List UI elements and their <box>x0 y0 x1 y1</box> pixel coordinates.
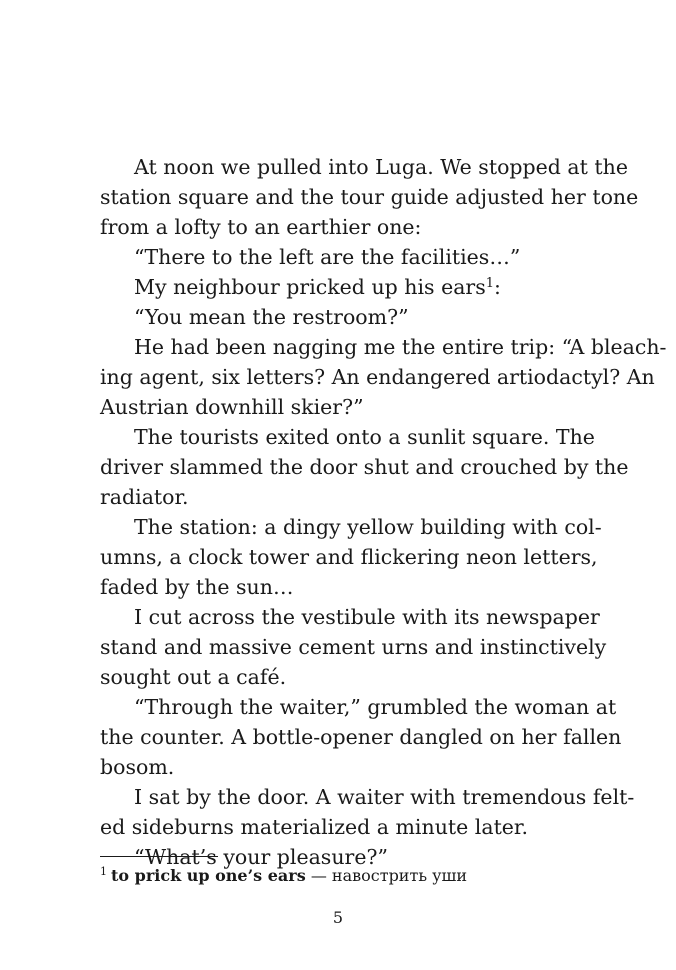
text-line: He had been nagging me the entire trip: “A bleach- <box>134 335 667 359</box>
text-line: At noon we pulled into Luga. We stopped at the <box>134 155 628 179</box>
text-line: station square and the tour guide adjusted her tone <box>100 185 639 209</box>
text-line: The station: a dingy yellow building with col- <box>134 515 602 539</box>
text-fragment: My neighbour pricked up his ears <box>134 275 486 299</box>
footnote-reference: 1 <box>485 276 495 291</box>
footnote-divider <box>100 856 218 857</box>
text-line: Austrian downhill skier?” <box>100 395 364 419</box>
text-line: I cut across the vestibule with its newspaper <box>134 605 600 629</box>
text-line: stand and massive cement urns and instinctively <box>100 635 607 659</box>
text-line-with-footnote-ref <box>100 272 582 302</box>
text-line: faded by the sun… <box>100 575 294 599</box>
footnote-translation: — навострить уши <box>305 866 468 885</box>
text-line: sought out a café. <box>100 665 287 689</box>
text-line: “Through the waiter,” grumbled the woman at <box>134 695 617 719</box>
text-line: “There to the left are the facilities…” <box>134 245 521 269</box>
footnote-number: 1 <box>100 865 107 878</box>
text-line: umns, a clock tower and flickering neon letters, <box>100 545 598 569</box>
text-line: ing agent, six letters? An endangered artiodactyl? An <box>100 365 655 389</box>
footnote <box>100 865 467 887</box>
text-line: from a lofty to an earthier one: <box>100 215 422 239</box>
text-line: ed sideburns materialized a minute later. <box>100 815 528 839</box>
text-line: driver slammed the door shut and crouched by the <box>100 455 629 479</box>
text-line: “You mean the restroom?” <box>134 305 409 329</box>
text-line: The tourists exited onto a sunlit square. The <box>134 425 595 449</box>
text-line: “What’s your pleasure?” <box>134 845 388 869</box>
text-line: I sat by the door. A waiter with tremendous felt- <box>134 785 635 809</box>
text-line: radiator. <box>100 485 189 509</box>
page-number: 5 <box>332 908 344 927</box>
footnote-term: to prick up one’s ears <box>111 866 306 885</box>
main-text <box>100 152 667 872</box>
text-line: bosom. <box>100 755 175 779</box>
text-fragment: : <box>494 275 501 299</box>
text-line: the counter. A bottle-opener dangled on her fallen <box>100 725 622 749</box>
